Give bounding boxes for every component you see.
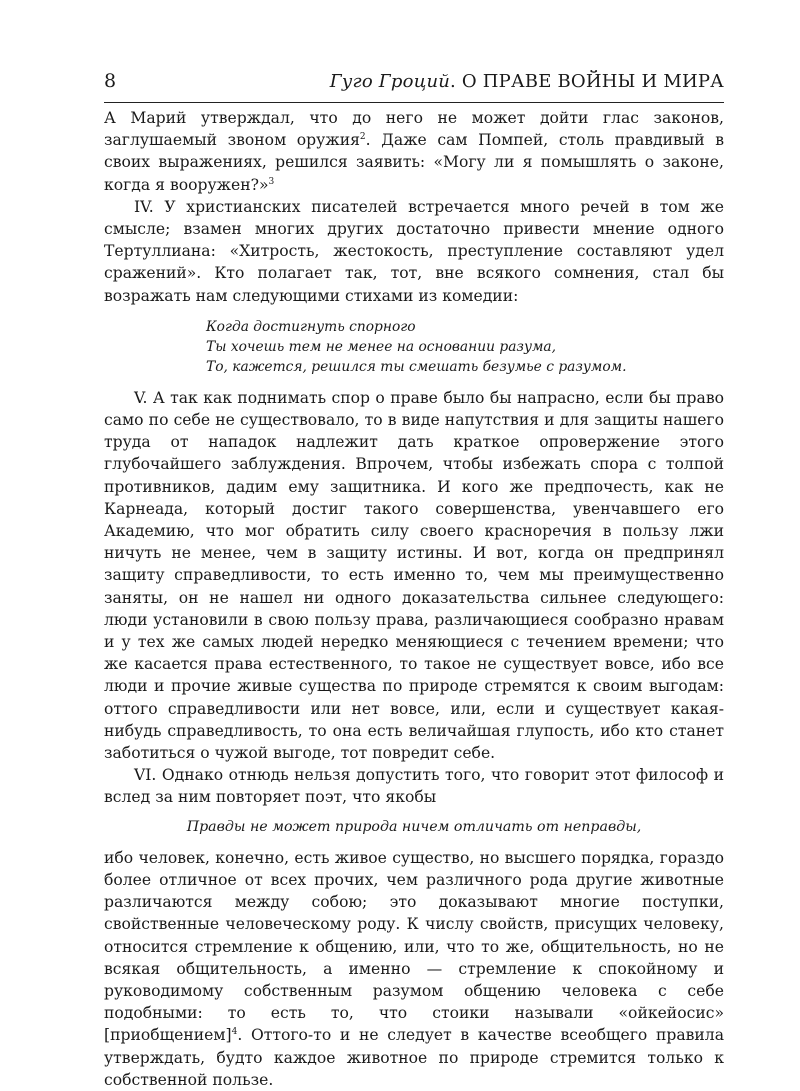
comedy-verse-quote [206,317,724,377]
verse-line-2: Ты хочешь тем не менее на основании разума, [206,338,557,355]
running-header [104,70,724,103]
footnote-ref-2[interactable]: 2 [359,132,366,143]
paragraph-marius: А Марий утверждал, что до него не может дойти глас законов, заглушаемый звоном оружия$^2$. Даже сам Помпей, столь правдивый в своих выражениях, решился заявить: «Могу ли я помышлять о законе, когда я вооружен?»$^3$ [104,109,724,194]
paragraph-section-vi: VI. Однако отнюдь нельзя допустить того, что говорит этот философ и вслед за ним повторяет поэт, что якобы [104,766,724,807]
poet-verse-quote: Правды не может природа ничем отличать от неправды, [186,818,642,835]
footnote-ref-3[interactable]: 3 [268,176,275,187]
paragraph-section-v: V. А так как поднимать спор о праве было бы напрасно, если бы право само по себе не существовало, то в виде напутствия и для защиты нашего труда от нападок надлежит дать краткое опровержение этого глубочайшего заблуждения. Впрочем, чтобы избежать спора с толпой противников, дадим ему защитника. И кого же предпочесть, как не Карнеада, который достиг такого совершенства, увенчавшего его Академию, что мог обратить силу своего красноречия в пользу лжи ничуть не менее, чем в защиту истины. И вот, когда он предпринял защиту справедливости, то есть именно то, чем мы преимущественно заняты, он не нашел ни одного доказательства сильнее следующего: люди установили в свою пользу права, различающиеся сообразно нравам и у тех же самых людей нередко меняющиеся с течением времени; что же касается права естественного, то такое не существует вовсе, ибо все люди и прочие живые существа по природе стремятся к своим выгодам: оттого справедливости или нет вовсе, или, если и существует какая-нибудь справедливость, то она есть величайшая глупость, ибо кто станет заботиться о чужой выгоде, тот повредит себе. [104,388,724,763]
running-title-book: О ПРАВЕ ВОЙНЫ И МИРА [461,71,724,92]
paragraph-human-nature: ибо человек, конечно, есть живое существо, но высшего порядка, гораздо более отличное от всех прочих, чем различного рода другие животные различаются между собою; это доказывают многие поступки, свойственные человеческому роду. К числу свойств, присущих человеку, относится стремление к общению, или, что то же, общительность, но не всякая общительность, а именно — стремление к спокойному и руководимому собственным разумом общению человека с себе подобными: то есть то, что стоики называли «ойкейосис» [приобщением]$^4$. Оттого-то и не следует в качестве всеобщего правила утверждать, будто каждое животное по природе стремится только к собственной пользе. [104,848,724,1089]
verse-line-3: То, кажется, решился ты смешать безумье с разумом. [206,358,627,375]
running-title [330,71,724,92]
running-title-author: Гуго Гроций [329,71,451,92]
page-number: 8 [104,70,117,92]
body-text [104,107,724,1091]
footnote-ref-4[interactable]: 4 [231,1027,238,1038]
verse-line-1: Когда достигнуть спорного [206,318,416,335]
paragraph-section-iv: IV. У христианских писателей встречается много речей в том же смысле; взамен многих других достаточно привести мнение одного Тертуллиана: «Хитрость, жестокость, преступление составляют удел сражений». Кто полагает так, тот, вне всякого сомнения, стал бы возражать нам следующими стихами из комедии: [104,197,724,305]
book-page [104,70,724,1091]
running-title-separator: . [450,71,462,92]
